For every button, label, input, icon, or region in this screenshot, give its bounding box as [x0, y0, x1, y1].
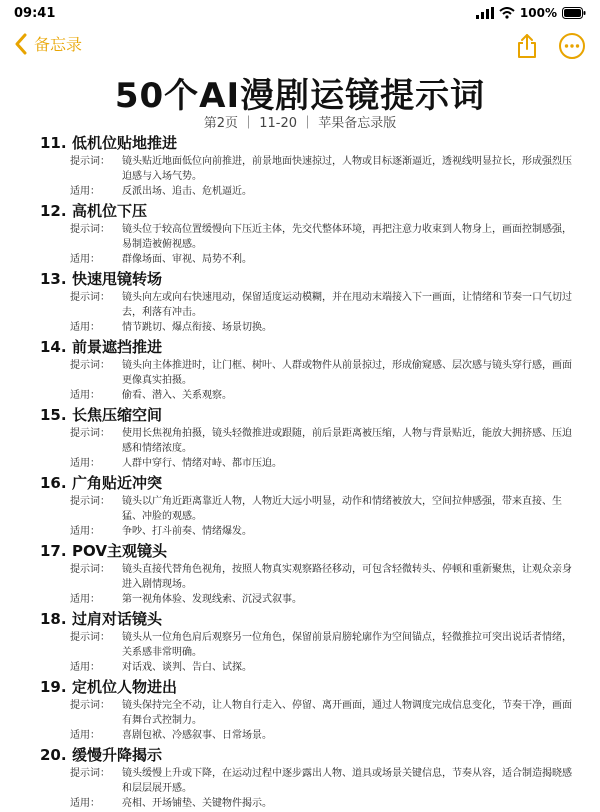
prompt-label: 提示词： [70, 224, 110, 235]
prompt-row [40, 562, 580, 592]
prompt-text: 使用长焦视角拍摄，镜头轻微推进或跟随，前后景距离被压缩，人物与背景贴近，能放大拥挤感、压迫感和情绪浓度。 [122, 428, 572, 454]
use-row [40, 660, 580, 675]
list-item [40, 132, 580, 200]
list-item [40, 472, 580, 540]
use-row [40, 796, 580, 811]
use-row [40, 592, 580, 607]
item-name: 长焦压缩空间 [72, 406, 163, 424]
list-item [40, 540, 580, 608]
use-text: 情节跳切、爆点衔接、场景切换。 [122, 322, 272, 333]
use-text: 群像场面、审视、局势不利。 [122, 254, 252, 265]
prompt-label: 提示词： [70, 564, 110, 575]
prompt-text: 镜头贴近地面低位向前推进，前景地面快速掠过，人物或目标逐渐逼近，透视线明显拉长，形成强烈压迫感与入场气势。 [122, 156, 572, 182]
item-name: 高机位下压 [72, 202, 148, 220]
prompt-text: 镜头以广角近距离靠近人物，人物近大远小明显，动作和情绪被放大，空间拉伸感强，带来直接、生猛、冲脸的观感。 [122, 496, 562, 522]
chevron-left-icon [14, 33, 28, 55]
use-text: 第一视角体验、发现线索、沉浸式叙事。 [122, 594, 302, 605]
note-subtitle: 第2页 ｜ 11-20 ｜ 苹果备忘录版 [203, 116, 397, 131]
item-number: 18. [40, 610, 67, 628]
use-label: 适用： [70, 458, 100, 469]
prompt-label: 提示词： [70, 700, 110, 711]
status-bar [0, 0, 600, 28]
item-name: 缓慢升降揭示 [72, 746, 163, 764]
list-item [40, 608, 580, 676]
list-item [40, 676, 580, 744]
item-number: 15. [40, 406, 67, 424]
prompt-row [40, 222, 580, 252]
use-text: 亮相、开场铺垫、关键物件揭示。 [122, 798, 272, 809]
use-label: 适用： [70, 322, 100, 333]
prompt-row [40, 426, 580, 456]
item-heading [40, 132, 580, 154]
prompt-text: 镜头缓慢上升或下降，在运动过程中逐步露出人物、道具或场景关键信息，节奏从容，适合制造揭晓感和层层展开感。 [122, 768, 572, 794]
item-heading [40, 540, 580, 562]
use-label: 适用： [70, 186, 100, 197]
list-item [40, 268, 580, 336]
use-row [40, 388, 580, 403]
prompt-text: 镜头位于较高位置缓慢向下压近主体，先交代整体环境，再把注意力收束到人物身上，画面控制感强，易制造被俯视感。 [122, 224, 572, 250]
item-name: 定机位人物进出 [72, 678, 178, 696]
nav-bar [0, 28, 600, 64]
use-label: 适用： [70, 526, 100, 537]
use-label: 适用： [70, 390, 100, 401]
item-heading [40, 744, 580, 766]
battery-icon [562, 7, 586, 19]
list-item [40, 404, 580, 472]
item-heading [40, 336, 580, 358]
prompt-label: 提示词： [70, 632, 110, 643]
use-row [40, 524, 580, 539]
prompt-text: 镜头保持完全不动，让人物自行走入、停留、离开画面，通过人物调度完成信息变化，节奏干净，画面有舞台式控制力。 [122, 700, 572, 726]
prompt-label: 提示词： [70, 156, 110, 167]
item-name: 快速甩镜转场 [72, 270, 163, 288]
item-number: 16. [40, 474, 67, 492]
prompt-row [40, 154, 580, 184]
use-text: 反派出场、追击、危机逼近。 [122, 186, 252, 197]
use-row [40, 252, 580, 267]
item-heading [40, 200, 580, 222]
item-name: 低机位贴地推进 [72, 134, 178, 152]
use-row [40, 456, 580, 471]
item-number: 14. [40, 338, 67, 356]
more-icon [558, 32, 586, 60]
prompt-row [40, 358, 580, 388]
prompt-row [40, 290, 580, 320]
use-row [40, 184, 580, 199]
prompt-text: 镜头直接代替角色视角，按照人物真实观察路径移动，可包含轻微转头、停顿和重新聚焦，让观众亲身进入剧情现场。 [122, 564, 572, 590]
use-label: 适用： [70, 594, 100, 605]
share-button[interactable] [514, 32, 540, 60]
note-title: 50个AI漫剧运镜提示词 [114, 76, 486, 116]
share-icon [514, 32, 540, 60]
use-text: 争吵、打斗前奏、情绪爆发。 [122, 526, 252, 537]
prompt-row [40, 698, 580, 728]
wifi-icon [499, 7, 515, 19]
prompt-label: 提示词： [70, 496, 110, 507]
use-text: 对话戏、谈判、告白、试探。 [122, 662, 252, 673]
item-number: 12. [40, 202, 67, 220]
use-label: 适用： [70, 730, 100, 741]
item-number: 20. [40, 746, 67, 764]
item-number: 19. [40, 678, 67, 696]
item-number: 13. [40, 270, 67, 288]
prompt-label: 提示词： [70, 768, 110, 779]
item-name: 过肩对话镜头 [72, 610, 163, 628]
item-heading [40, 404, 580, 426]
use-label: 适用： [70, 662, 100, 673]
list-item [40, 744, 580, 812]
item-heading [40, 608, 580, 630]
list-item [40, 200, 580, 268]
item-heading [40, 268, 580, 290]
item-number: 11. [40, 134, 67, 152]
status-icons [476, 6, 586, 20]
prompt-label: 提示词： [70, 292, 110, 303]
prompt-text: 镜头从一位角色肩后观察另一位角色，保留前景肩膀轮廓作为空间锚点，轻微推拉可突出说话者情绪，关系感非常明确。 [122, 632, 572, 658]
prompt-row [40, 766, 580, 796]
list-item [40, 336, 580, 404]
prompt-row [40, 494, 580, 524]
item-number: 17. [40, 542, 67, 560]
back-label: 备忘录 [34, 35, 83, 54]
battery-percent: 100% [519, 6, 557, 20]
use-text: 喜剧包袱、冷感叙事、日常场景。 [122, 730, 272, 741]
prompt-text: 镜头向左或向右快速甩动，保留适度运动模糊，并在甩动末端接入下一画面，让情绪和节奏一口气切过去，利落有冲击。 [122, 292, 572, 318]
use-row [40, 728, 580, 743]
prompt-label: 提示词： [70, 360, 110, 371]
use-text: 人群中穿行、情绪对峙、都市压迫。 [122, 458, 282, 469]
signal-icon [476, 7, 494, 19]
use-text: 偷看、潜入、关系观察。 [122, 390, 232, 401]
prompt-text: 镜头向主体推进时，让门框、树叶、人群或物件从前景掠过，形成偷窥感、层次感与镜头穿行感，画面更像真实拍摄。 [122, 360, 572, 386]
note-body [40, 132, 580, 812]
item-name: 广角贴近冲突 [72, 474, 163, 492]
back-button[interactable] [14, 32, 82, 55]
item-heading [40, 676, 580, 698]
prompt-label: 提示词： [70, 428, 110, 439]
item-heading [40, 472, 580, 494]
item-name: 前景遮挡推进 [72, 338, 163, 356]
more-button[interactable] [558, 32, 586, 60]
use-label: 适用： [70, 254, 100, 265]
item-name: POV主观镜头 [72, 542, 167, 560]
prompt-row [40, 630, 580, 660]
use-label: 适用： [70, 798, 100, 809]
use-row [40, 320, 580, 335]
status-time: 09:41 [14, 6, 56, 21]
